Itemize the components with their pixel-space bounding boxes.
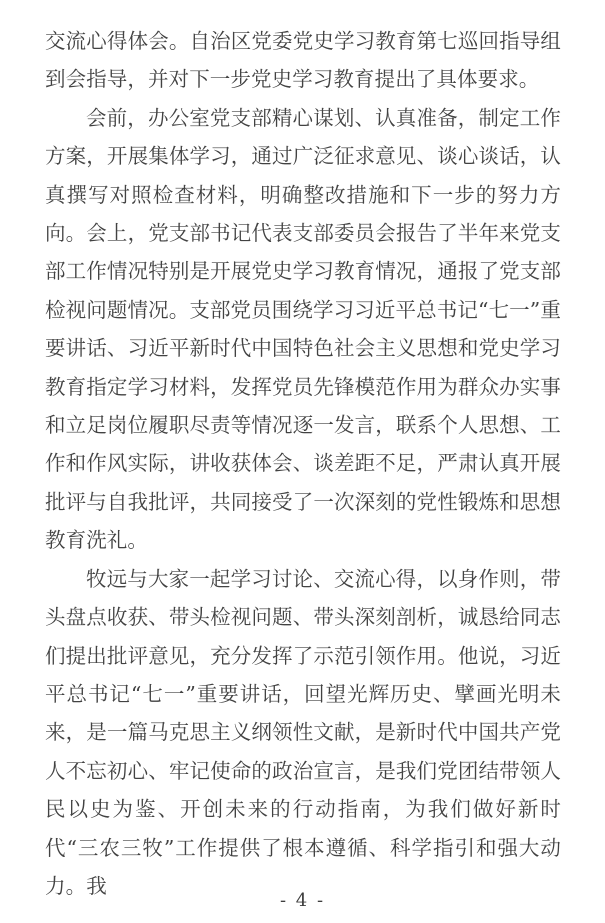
document-body <box>45 22 561 905</box>
paragraph-meeting-preparation: 会前，办公室党支部精心谋划、认真准备，制定工作方案，开展集体学习，通过广泛征求意见、谈心谈话，认真撰写对照检查材料，明确整改措施和下一步的努力方向。会上，党支部书记代表支部委员会报告了半年来党支部工作情况特别是开展党史学习教育情况，通报了党支部检视问题情况。支部党员围绕学习习近平总书记“七一”重要讲话、习近平新时代中国特色社会主义思想和党史学习教育指定学习材料，发挥党员先锋模范作用为群众办实事和立足岗位履职尽责等情况逐一发言，联系个人思想、工作和作风实际，讲收获体会、谈差距不足，严肃认真开展批评与自我批评，共同接受了一次深刻的党性锻炼和思想教育洗礼。 <box>45 105 561 553</box>
page-number: - 4 - <box>279 890 326 911</box>
paragraph-leader-remarks: 牧远与大家一起学习讨论、交流心得，以身作则，带头盘点收获、带头检视问题、带头深刻剖析，诚恳给同志们提出批评意见，充分发挥了示范引领作用。他说，习近平总书记“七一”重要讲话，回望光辉历史、擘画光明未来，是一篇马克思主义纲领性文献，是新时代中国共产党人不忘初心、牢记使命的政治宣言，是我们党团结带领人民以史为鉴、开创未来的行动指南，为我们做好新时代“三农三牧”工作提供了根本遵循、科学指引和强大动力。我 <box>45 566 561 898</box>
paragraph-continuation: 交流心得体会。自治区党委党史学习教育第七巡回指导组到会指导，并对下一步党史学习教育提出了具体要求。 <box>45 29 561 92</box>
